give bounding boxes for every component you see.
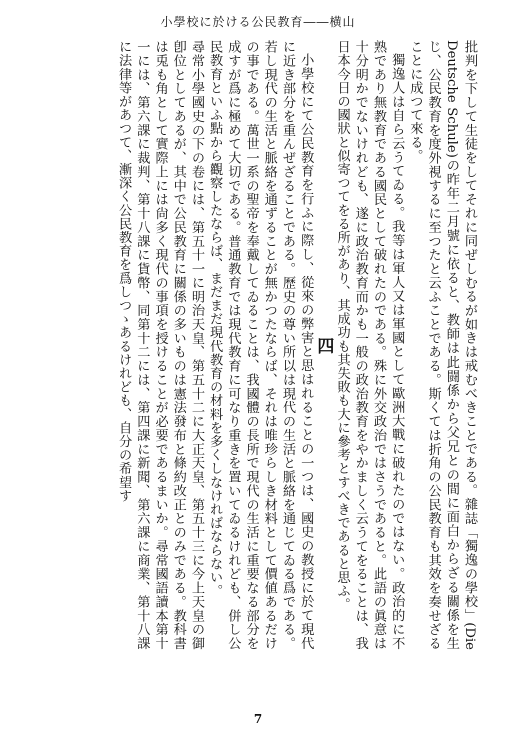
paragraph-3: 小學校にて公民教育を行ふに際し、從來の弊害と思はれることの一つは、國史の教授に於て現代に近き部分を重んぜざることである。歷史の尊い所以は現代の生活と脈絡を通じてゐる爲である。若し現代の生活と脈絡を通ずることが無かつたならば、それは唯珍らしき材料として價値あるだけの事である。萬世一系の聖帝を奉戴してゐることは、我國體の長所で現代の生活に重要なる部分を成すが爲に極めて大切である。普通教育では現代教育に可なり重きを置いてゐるけれども、併し公民教育といふ點から觀察したならば、まだまだ現代教育の材料を多くしなければならない。 [207,40,314,650]
paragraph-4: 尋常小學國史の下の卷には、第五十一に明治天皇、第五十二に大正天皇、第五十三に今上天皇の御卽位としてあるが、其中で公民教育に關係の多いものは憲法發布と條約改正とのみである。教科書は兎も角として實際上には尙多く現代の事項を授けることが必要であるまいか。尋常國語讀本第十一には、第六課に裁判、第十八課に貨幣、同第十二には、第四課に新聞、第六課に商業、第十八課に法律等があつて、漸深く公民教育を爲しつゝあるけれども、自分の希望す [116,40,204,650]
running-header: 小學校に於ける公民教育――横山 [160,15,356,29]
section-number: 四 [313,336,334,354]
page-number: 7 [253,712,263,726]
paragraph-1 [405,40,478,650]
paragraph-2: 獨逸人は自ら云うてゐる。我等は軍人又は軍國として歐洲大戰に破れたのではない。政治的に不熟であり無教育である國民として破れたのである。殊に外交政治ではさうであると。此語の眞意は十分明かでないけれども、遂に政治教育而かも一般の政治教育をやかましく云うてをることは、我日本今日の國狀と似寄つてをる所があり、其成功も其失敗も大に參考とすべきであると思ふ。 [334,40,405,650]
paragraph-1-text-after: の昨年二月號に依ると、教師は此闘係から父兄との間に面白からざる關係を生じ、公民教育を度外視するに至つたと云ふことである。斯くては折角の公民教育も其效を奏せざることに成つて來る。 [407,40,459,651]
vertical-text-body [38,40,478,650]
paragraph-1-text: 批判を下して生徒をしてそれに同ぜしむるが如きは戒むべきことである。雜誌「獨逸の學校」 [462,40,477,623]
paragraph-1-latin: (Die Deutsche Schule) [443,40,477,650]
